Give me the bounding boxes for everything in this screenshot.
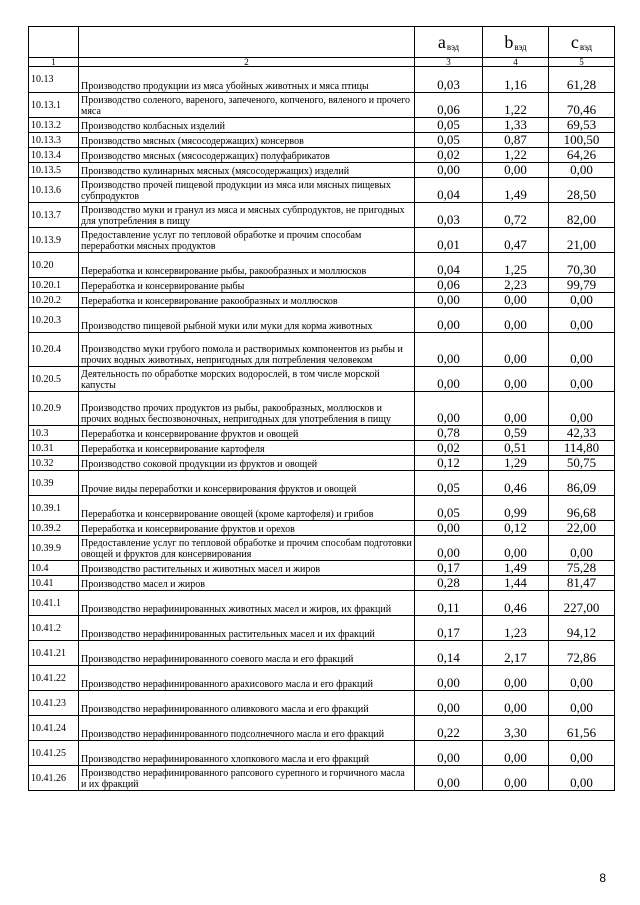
row-name: Предоставление услуг по тепловой обработке и прочим способам подготовки овощей и фруктов для консервирования bbox=[79, 536, 415, 561]
row-value-b: 1,29 bbox=[483, 456, 549, 471]
row-code: 10.20.3 bbox=[29, 308, 79, 333]
row-code: 10.41.2 bbox=[29, 616, 79, 641]
row-value-c: 0,00 bbox=[549, 163, 615, 178]
row-code: 10.13.4 bbox=[29, 148, 79, 163]
row-value-c: 72,86 bbox=[549, 641, 615, 666]
row-value-a: 0,04 bbox=[415, 253, 483, 278]
table-row bbox=[29, 716, 615, 741]
row-value-b: 0,87 bbox=[483, 133, 549, 148]
table-row bbox=[29, 118, 615, 133]
row-value-b: 0,46 bbox=[483, 591, 549, 616]
row-name: Производство нерафинированных растительных масел и их фракций bbox=[79, 616, 415, 641]
row-value-a: 0,17 bbox=[415, 616, 483, 641]
table-row bbox=[29, 67, 615, 93]
row-code: 10.13.5 bbox=[29, 163, 79, 178]
row-value-c: 64,26 bbox=[549, 148, 615, 163]
row-code: 10.41.24 bbox=[29, 716, 79, 741]
table-row bbox=[29, 641, 615, 666]
table-row bbox=[29, 293, 615, 308]
row-code: 10.13.1 bbox=[29, 93, 79, 118]
row-value-a: 0,06 bbox=[415, 93, 483, 118]
row-value-b: 2,17 bbox=[483, 641, 549, 666]
page-number: 8 bbox=[599, 871, 606, 885]
row-value-a: 0,00 bbox=[415, 536, 483, 561]
row-value-a: 0,04 bbox=[415, 178, 483, 203]
row-name: Прочие виды переработки и консервирования фруктов и овощей bbox=[79, 471, 415, 496]
row-name: Производство масел и жиров bbox=[79, 576, 415, 591]
table-row bbox=[29, 666, 615, 691]
coefficients-table bbox=[28, 26, 615, 791]
row-value-c: 0,00 bbox=[549, 691, 615, 716]
row-value-b: 0,00 bbox=[483, 666, 549, 691]
row-value-b: 0,00 bbox=[483, 392, 549, 426]
row-name: Предоставление услуг по тепловой обработке и прочим способам переработки мясных продуктов bbox=[79, 228, 415, 253]
row-value-c: 0,00 bbox=[549, 666, 615, 691]
row-value-c: 0,00 bbox=[549, 766, 615, 791]
row-name: Переработка и консервирование фруктов и орехов bbox=[79, 521, 415, 536]
row-value-a: 0,78 bbox=[415, 426, 483, 441]
row-value-c: 99,79 bbox=[549, 278, 615, 293]
row-code: 10.41.21 bbox=[29, 641, 79, 666]
table-row bbox=[29, 333, 615, 367]
row-value-c: 81,47 bbox=[549, 576, 615, 591]
row-name: Переработка и консервирование ракообразных и моллюсков bbox=[79, 293, 415, 308]
row-value-b: 0,00 bbox=[483, 163, 549, 178]
row-value-c: 61,28 bbox=[549, 67, 615, 93]
row-value-a: 0,03 bbox=[415, 203, 483, 228]
row-value-c: 22,00 bbox=[549, 521, 615, 536]
row-code: 10.3 bbox=[29, 426, 79, 441]
column-number: 2 bbox=[79, 58, 415, 67]
row-name: Переработка и консервирование овощей (кроме картофеля) и грибов bbox=[79, 496, 415, 521]
row-value-c: 94,12 bbox=[549, 616, 615, 641]
row-value-b: 1,33 bbox=[483, 118, 549, 133]
table-row bbox=[29, 741, 615, 766]
row-name: Производство пищевой рыбной муки или муки для корма животных bbox=[79, 308, 415, 333]
row-value-a: 0,00 bbox=[415, 521, 483, 536]
row-name: Производство продукции из мяса убойных животных и мяса птицы bbox=[79, 67, 415, 93]
column-number: 1 bbox=[29, 58, 79, 67]
table-row bbox=[29, 148, 615, 163]
row-value-a: 0,05 bbox=[415, 118, 483, 133]
table-row bbox=[29, 392, 615, 426]
row-value-b: 0,59 bbox=[483, 426, 549, 441]
table-row bbox=[29, 691, 615, 716]
row-code: 10.41.22 bbox=[29, 666, 79, 691]
row-value-c: 82,00 bbox=[549, 203, 615, 228]
row-value-a: 0,00 bbox=[415, 308, 483, 333]
row-value-b: 1,23 bbox=[483, 616, 549, 641]
row-value-b: 0,99 bbox=[483, 496, 549, 521]
table-row bbox=[29, 133, 615, 148]
row-name: Производство нерафинированного соевого масла и его фракций bbox=[79, 641, 415, 666]
row-value-c: 0,00 bbox=[549, 392, 615, 426]
row-value-c: 69,53 bbox=[549, 118, 615, 133]
table-row bbox=[29, 203, 615, 228]
row-name: Производство соленого, вареного, запеченого, копченого, вяленого и прочего мяса bbox=[79, 93, 415, 118]
header-c: $c_{вэд}$ bbox=[549, 27, 615, 58]
row-value-c: 0,00 bbox=[549, 367, 615, 392]
row-name: Деятельность по обработке морских водорослей, в том числе морской капусты bbox=[79, 367, 415, 392]
header-empty-cell bbox=[79, 27, 415, 58]
row-name: Переработка и консервирование рыбы, ракообразных и моллюсков bbox=[79, 253, 415, 278]
row-value-b: 1,49 bbox=[483, 178, 549, 203]
table-row bbox=[29, 228, 615, 253]
row-code: 10.20.5 bbox=[29, 367, 79, 392]
row-value-c: 114,80 bbox=[549, 441, 615, 456]
row-value-a: 0,00 bbox=[415, 293, 483, 308]
table-row bbox=[29, 536, 615, 561]
row-code: 10.4 bbox=[29, 561, 79, 576]
row-value-c: 0,00 bbox=[549, 308, 615, 333]
header-b: $b_{вэд}$ bbox=[483, 27, 549, 58]
table-row bbox=[29, 441, 615, 456]
row-name: Производство нерафинированного арахисового масла и его фракций bbox=[79, 666, 415, 691]
table-row bbox=[29, 426, 615, 441]
row-code: 10.41.1 bbox=[29, 591, 79, 616]
row-value-a: 0,02 bbox=[415, 148, 483, 163]
table-row bbox=[29, 496, 615, 521]
row-name: Переработка и консервирование картофеля bbox=[79, 441, 415, 456]
row-name: Производство муки грубого помола и растворимых компонентов из рыбы и прочих водных животных, непригодных для потребления человеком bbox=[79, 333, 415, 367]
row-value-b: 1,25 bbox=[483, 253, 549, 278]
header-a: $a_{вэд}$ bbox=[415, 27, 483, 58]
row-value-a: 0,05 bbox=[415, 471, 483, 496]
row-value-b: 2,23 bbox=[483, 278, 549, 293]
row-code: 10.39 bbox=[29, 471, 79, 496]
row-value-c: 28,50 bbox=[549, 178, 615, 203]
row-value-a: 0,28 bbox=[415, 576, 483, 591]
row-name: Производство нерафинированного подсолнечного масла и его фракций bbox=[79, 716, 415, 741]
row-code: 10.20.9 bbox=[29, 392, 79, 426]
row-value-a: 0,01 bbox=[415, 228, 483, 253]
row-value-b: 0,00 bbox=[483, 741, 549, 766]
column-number: 5 bbox=[549, 58, 615, 67]
table-row bbox=[29, 178, 615, 203]
table-row bbox=[29, 576, 615, 591]
row-name: Переработка и консервирование рыбы bbox=[79, 278, 415, 293]
header-symbol-row bbox=[29, 27, 615, 58]
row-value-b: 0,12 bbox=[483, 521, 549, 536]
row-value-a: 0,06 bbox=[415, 278, 483, 293]
row-value-b: 0,00 bbox=[483, 333, 549, 367]
row-value-c: 0,00 bbox=[549, 293, 615, 308]
row-name: Производство муки и гранул из мяса и мясных субпродуктов, не пригодных для употребления в пищу bbox=[79, 203, 415, 228]
row-value-c: 70,46 bbox=[549, 93, 615, 118]
row-code: 10.13.6 bbox=[29, 178, 79, 203]
row-value-b: 1,22 bbox=[483, 148, 549, 163]
row-value-b: 0,46 bbox=[483, 471, 549, 496]
row-value-c: 227,00 bbox=[549, 591, 615, 616]
row-code: 10.39.1 bbox=[29, 496, 79, 521]
row-value-a: 0,22 bbox=[415, 716, 483, 741]
table-row bbox=[29, 591, 615, 616]
row-code: 10.13.7 bbox=[29, 203, 79, 228]
row-code: 10.20.4 bbox=[29, 333, 79, 367]
row-value-b: 0,00 bbox=[483, 367, 549, 392]
row-value-a: 0,00 bbox=[415, 392, 483, 426]
row-value-c: 96,68 bbox=[549, 496, 615, 521]
row-value-b: 1,44 bbox=[483, 576, 549, 591]
row-value-b: 0,47 bbox=[483, 228, 549, 253]
table-row bbox=[29, 616, 615, 641]
row-value-b: 0,00 bbox=[483, 308, 549, 333]
table-row bbox=[29, 471, 615, 496]
row-value-a: 0,12 bbox=[415, 456, 483, 471]
table-row bbox=[29, 93, 615, 118]
row-name: Производство колбасных изделий bbox=[79, 118, 415, 133]
row-value-b: 0,72 bbox=[483, 203, 549, 228]
row-value-b: 1,22 bbox=[483, 93, 549, 118]
row-value-a: 0,00 bbox=[415, 741, 483, 766]
table-row bbox=[29, 308, 615, 333]
row-value-b: 1,49 bbox=[483, 561, 549, 576]
row-value-b: 0,00 bbox=[483, 766, 549, 791]
row-name: Производство растительных и животных масел и жиров bbox=[79, 561, 415, 576]
row-value-b: 3,30 bbox=[483, 716, 549, 741]
table-row bbox=[29, 367, 615, 392]
row-value-c: 21,00 bbox=[549, 228, 615, 253]
row-value-a: 0,00 bbox=[415, 691, 483, 716]
column-number: 4 bbox=[483, 58, 549, 67]
table-row bbox=[29, 456, 615, 471]
row-name: Производство нерафинированного хлопкового масла и его фракций bbox=[79, 741, 415, 766]
row-value-c: 50,75 bbox=[549, 456, 615, 471]
row-value-c: 42,33 bbox=[549, 426, 615, 441]
row-name: Производство соковой продукции из фруктов и овощей bbox=[79, 456, 415, 471]
row-value-a: 0,00 bbox=[415, 666, 483, 691]
row-name: Переработка и консервирование фруктов и овощей bbox=[79, 426, 415, 441]
row-code: 10.13.9 bbox=[29, 228, 79, 253]
row-value-b: 1,16 bbox=[483, 67, 549, 93]
row-value-c: 100,50 bbox=[549, 133, 615, 148]
row-code: 10.41 bbox=[29, 576, 79, 591]
row-value-a: 0,05 bbox=[415, 496, 483, 521]
row-code: 10.20.2 bbox=[29, 293, 79, 308]
row-name: Производство нерафинированного оливкового масла и его фракций bbox=[79, 691, 415, 716]
table-row bbox=[29, 561, 615, 576]
table-row bbox=[29, 163, 615, 178]
row-name: Производство мясных (мясосодержащих) полуфабрикатов bbox=[79, 148, 415, 163]
row-value-a: 0,11 bbox=[415, 591, 483, 616]
row-code: 10.13.3 bbox=[29, 133, 79, 148]
row-name: Производство кулинарных мясных (мясосодержащих) изделий bbox=[79, 163, 415, 178]
row-code: 10.41.26 bbox=[29, 766, 79, 791]
row-code: 10.39.9 bbox=[29, 536, 79, 561]
row-value-c: 0,00 bbox=[549, 333, 615, 367]
row-code: 10.39.2 bbox=[29, 521, 79, 536]
row-name: Производство мясных (мясосодержащих) консервов bbox=[79, 133, 415, 148]
row-code: 10.31 bbox=[29, 441, 79, 456]
row-code: 10.20.1 bbox=[29, 278, 79, 293]
row-value-c: 61,56 bbox=[549, 716, 615, 741]
row-name: Производство нерафинированного рапсового сурепного и горчичного масла и их фракций bbox=[79, 766, 415, 791]
row-value-c: 70,30 bbox=[549, 253, 615, 278]
row-value-b: 0,00 bbox=[483, 691, 549, 716]
row-value-a: 0,00 bbox=[415, 367, 483, 392]
row-code: 10.32 bbox=[29, 456, 79, 471]
row-value-a: 0,05 bbox=[415, 133, 483, 148]
row-value-a: 0,03 bbox=[415, 67, 483, 93]
header-number-row bbox=[29, 58, 615, 67]
row-value-a: 0,00 bbox=[415, 766, 483, 791]
table-row bbox=[29, 253, 615, 278]
row-name: Производство нерафинированных животных масел и жиров, их фракций bbox=[79, 591, 415, 616]
row-value-a: 0,17 bbox=[415, 561, 483, 576]
row-code: 10.41.23 bbox=[29, 691, 79, 716]
row-value-b: 0,00 bbox=[483, 293, 549, 308]
table-row bbox=[29, 766, 615, 791]
row-value-a: 0,00 bbox=[415, 163, 483, 178]
row-value-a: 0,02 bbox=[415, 441, 483, 456]
row-value-b: 0,00 bbox=[483, 536, 549, 561]
header-empty-cell bbox=[29, 27, 79, 58]
row-value-c: 0,00 bbox=[549, 741, 615, 766]
table-row bbox=[29, 521, 615, 536]
row-name: Производство прочих продуктов из рыбы, ракообразных, моллюсков и прочих водных беспозвоночных, непригодных для употребления в пищу bbox=[79, 392, 415, 426]
row-value-c: 75,28 bbox=[549, 561, 615, 576]
row-value-a: 0,14 bbox=[415, 641, 483, 666]
row-code: 10.20 bbox=[29, 253, 79, 278]
row-value-b: 0,51 bbox=[483, 441, 549, 456]
row-code: 10.13 bbox=[29, 67, 79, 93]
row-value-a: 0,00 bbox=[415, 333, 483, 367]
row-value-c: 86,09 bbox=[549, 471, 615, 496]
row-code: 10.41.25 bbox=[29, 741, 79, 766]
row-name: Производство прочей пищевой продукции из мяса или мясных пищевых субпродуктов bbox=[79, 178, 415, 203]
row-value-c: 0,00 bbox=[549, 536, 615, 561]
row-code: 10.13.2 bbox=[29, 118, 79, 133]
column-number: 3 bbox=[415, 58, 483, 67]
table-row bbox=[29, 278, 615, 293]
